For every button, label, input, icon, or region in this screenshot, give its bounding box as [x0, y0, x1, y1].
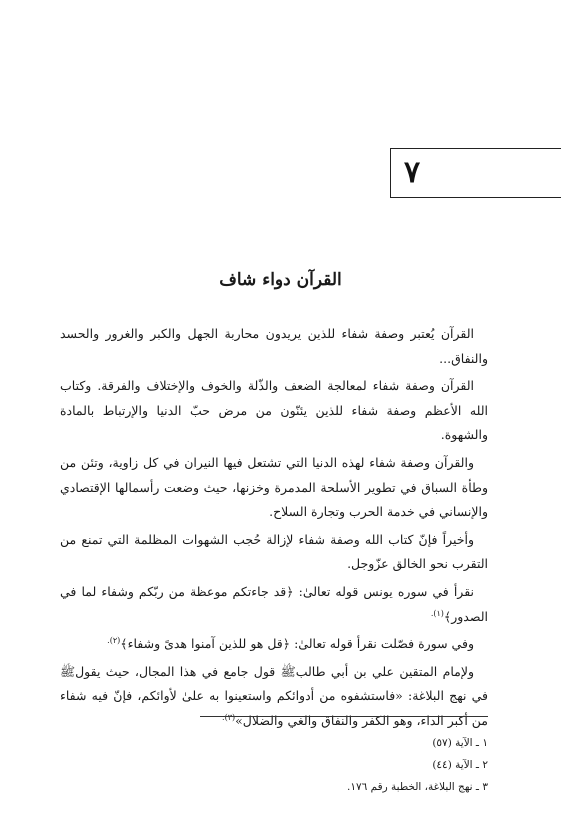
footnote: ١ ـ الآية (٥٧): [432, 737, 488, 749]
footnote-ref: (١).: [430, 608, 444, 618]
paragraph: وفي سورة فصّلت نقرأ قوله تعالىٰ: ﴿قل هو للذين آمنوا هدىً وشفاء﴾$^{(٢).}$: [107, 635, 474, 652]
footnote-ref: (٢).: [107, 635, 121, 645]
footnote: ٣ ـ نهج البلاغة، الخطبة رقم ١٧٦.: [347, 781, 488, 793]
paragraph: وأخيراً فإنّ كتاب الله وصفة شفاء لإزالة حُجب الشهوات المظلمة التي تمنع من التقرب نحو الخالق عزّوجل.: [60, 531, 488, 572]
footnote-ref: (٣).: [222, 712, 236, 722]
paragraph: ولإمام المتقين علي بن أبي طالبﷺ قول جامع في هذا المجال، حيث يقولﷺ في نهج البلاغة: «فاستشفوه من أدوائكم واستعينوا به علىٰ لأوائكم، فإنّ فيه شفاء من أكبر الداء، وهو الكفر والنفاق والغي والضلال»$^{(٣).}$: [60, 663, 488, 728]
paragraph: القرآن يُعتبر وصفة شفاء للذين يريدون محاربة الجهل والكبر والغرور والحسد والنفاق...: [60, 326, 488, 366]
paragraph: والقرآن وصفة شفاء لهذه الدنيا التي تشتعل فيها النيران في كل زاوية، وتئن من وطأة السباق في تطوير الأسلحة المدمرة وخزنها، حيث وضعت رأسمالها الإقتصادي والإنساني في خدمة الحرب وتجارة السلاح.: [60, 454, 488, 520]
chapter-number: ٧: [403, 155, 421, 190]
footnote: ٢ ـ الآية (٤٤): [432, 759, 488, 771]
chapter-title: القرآن دواء شاف: [219, 270, 342, 290]
footnote-divider: [200, 716, 488, 717]
chapter-number-box: [390, 148, 561, 198]
paragraph: نقرأ في سوره يونس قوله تعالىٰ: ﴿قد جاءتكم موعظة من ربّكم وشفاء لما في الصدور﴾$^{(١).}$: [60, 583, 488, 624]
body-text: [60, 322, 488, 737]
footnotes: [60, 732, 488, 798]
paragraph: القرآن وصفة شفاء لمعالجة الضعف والذّلة والخوف والإختلاف والفرقة. وكتاب الله الأعظم وصفة شفاء للذين يئنّون من مرض حبّ الدنيا والإرتباط بالمادة والشهوة.: [60, 378, 488, 443]
